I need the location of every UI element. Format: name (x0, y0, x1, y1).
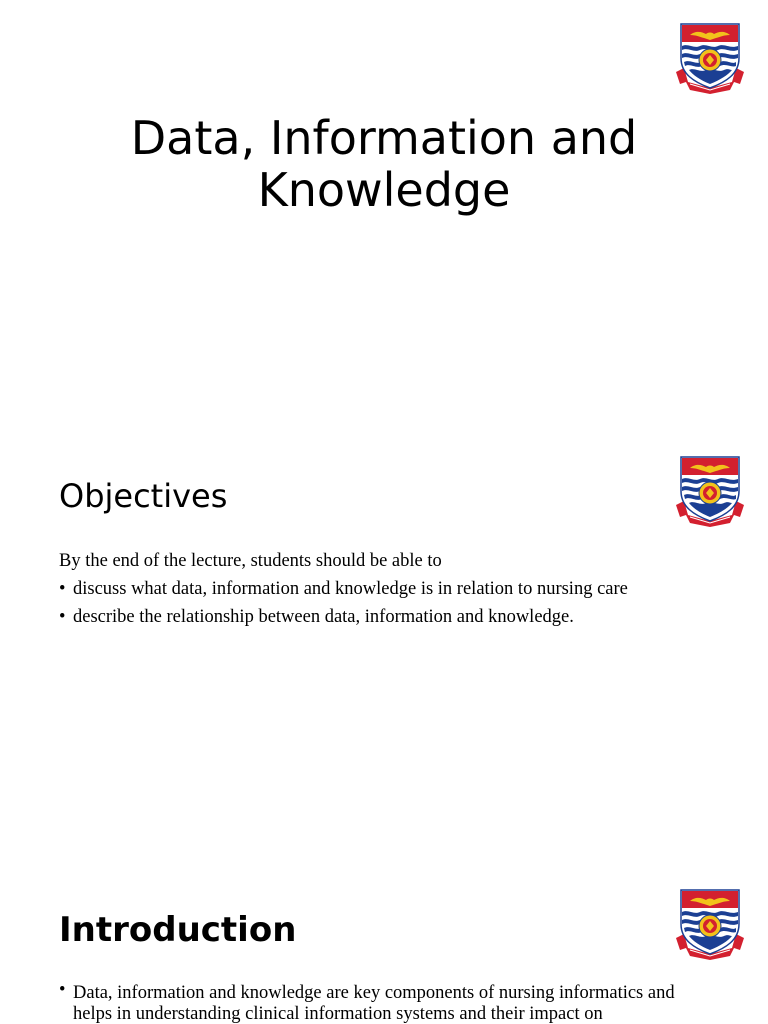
slide-title: Data, Information and Knowledge (130, 111, 638, 217)
university-crest-icon (672, 888, 748, 962)
bullet-list (59, 980, 698, 1024)
bullet-list (59, 575, 698, 631)
objectives-slide (0, 433, 768, 866)
bullet-item: • describe the relationship between data, information and knowledge. (59, 603, 698, 631)
slide-body (59, 980, 698, 1024)
title-slide (0, 0, 768, 433)
university-crest-icon (672, 22, 748, 96)
introduction-slide (0, 866, 768, 1024)
bullet-item: • Data, information and knowledge are key components of nursing informatics and helps in understanding clinical information systems and their impact on (59, 980, 698, 1024)
slide-heading: Introduction (59, 910, 297, 950)
bullet-item: • discuss what data, information and knowledge is in relation to nursing care (59, 575, 698, 603)
intro-text: By the end of the lecture, students should be able to (59, 551, 442, 571)
slide-heading: Objectives (59, 477, 228, 515)
university-crest-icon (672, 455, 748, 529)
slide-body (59, 547, 698, 631)
